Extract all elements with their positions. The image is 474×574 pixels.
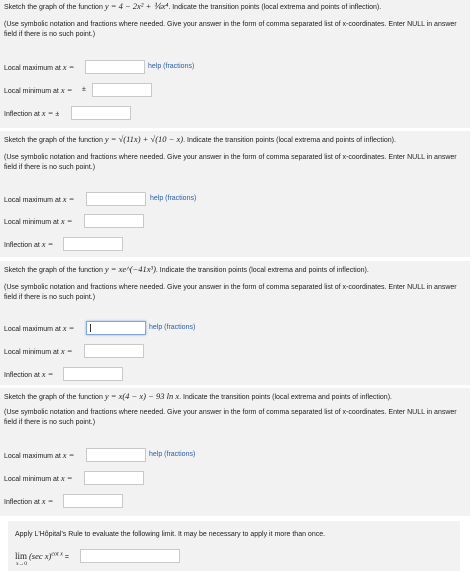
x-eq: x = — [41, 369, 54, 379]
problem-4-instructions: (Use symbolic notation and fractions where needed. Give your answer in the form of comma separated list of x-coordinates. Enter NULL in answer field if there is no such point.) — [4, 409, 457, 426]
problem-1-inflection-input[interactable] — [71, 106, 131, 120]
lim-operator: lim — [15, 551, 28, 561]
x-eq: x = — [62, 323, 75, 333]
x-eq: x = — [62, 450, 75, 460]
text-caret — [90, 324, 91, 332]
problem-4-help-link[interactable]: help (fractions) — [149, 451, 196, 458]
x-eq: x = — [41, 108, 54, 118]
x-eq: x = — [62, 194, 75, 204]
x-eq: x = — [60, 346, 73, 356]
problem-3 — [0, 261, 470, 385]
x-eq: x = — [41, 496, 54, 506]
problem-4-prompt — [4, 391, 462, 403]
limit-base: (sec x) — [28, 551, 52, 561]
problem-1-local-min-label — [4, 84, 72, 98]
lim-subscript: x→0 — [16, 561, 27, 567]
x-eq: x = — [60, 85, 73, 95]
prompt-suffix: . Indicate the transition points (local extrema and points of inflection). — [168, 4, 382, 11]
limit-answer-input[interactable] — [80, 549, 180, 563]
problem-1-instructions: (Use symbolic notation and fractions where needed. Give your answer in the form of comma separated list of x-coordinates. Enter NULL in answer field if there is no such point.) — [4, 21, 457, 38]
problem-4-inflection-label — [4, 495, 53, 509]
problem-4-local-min-label — [4, 472, 72, 486]
x-eq: x = — [60, 473, 73, 483]
problem-4-local-min-input[interactable] — [84, 471, 144, 485]
label-text: Local minimum at — [4, 88, 59, 95]
problem-2-help-link[interactable]: help (fractions) — [150, 195, 197, 202]
problem-2-local-max-label — [4, 193, 74, 207]
label-text: Local maximum at — [4, 65, 61, 72]
problem-2-inflection-input[interactable] — [63, 237, 123, 251]
problem-2-prompt — [4, 134, 462, 146]
label-text: Inflection at — [4, 372, 40, 379]
label-text: Inflection at — [4, 242, 40, 249]
problem-3-local-max-input[interactable] — [86, 321, 146, 335]
limit-prompt: Apply L'Hôpital's Rule to evaluate the following limit. It may be necessary to apply it more than once. — [15, 531, 326, 538]
problem-2-local-min-label — [4, 215, 72, 229]
x-eq: x = — [62, 62, 75, 72]
label-text: Local minimum at — [4, 349, 59, 356]
label-text: Inflection at — [4, 111, 40, 118]
label-text: Local maximum at — [4, 326, 61, 333]
problem-2-local-min-input[interactable] — [84, 214, 144, 228]
prompt-prefix: Sketch the graph of the function — [4, 394, 103, 401]
limit-problem — [8, 521, 460, 571]
problem-4-local-max-label — [4, 449, 74, 463]
problem-3-local-max-label — [4, 322, 74, 336]
problem-1-local-max-input[interactable] — [85, 60, 145, 74]
problem-2-instructions: (Use symbolic notation and fractions where needed. Give your answer in the form of comma separated list of x-coordinates. Enter NULL in answer field if there is no such point.) — [4, 154, 457, 171]
prompt-suffix: . Indicate the transition points (local extrema and points of inflection). — [179, 394, 392, 401]
plus-minus-symbol: ± — [55, 111, 60, 118]
problem-4 — [0, 388, 470, 516]
problem-3-local-min-label — [4, 345, 72, 359]
problem-4-local-max-input[interactable] — [86, 448, 146, 462]
problem-2-function: y = √(11x) + √(10 − x) — [104, 134, 184, 144]
limit-exponent: cot x — [51, 551, 63, 558]
problem-1-function: y = 4 − 2x² + ⅙x⁴ — [104, 1, 169, 11]
label-text: Local minimum at — [4, 219, 59, 226]
problem-3-instructions: (Use symbolic notation and fractions where needed. Give your answer in the form of comma separated list of x-coordinates. Enter NULL in answer field if there is no such point.) — [4, 284, 457, 301]
problem-3-local-min-input[interactable] — [84, 344, 144, 358]
problem-3-help-link[interactable]: help (fractions) — [149, 324, 196, 331]
problem-2-local-max-input[interactable] — [86, 192, 146, 206]
problem-4-function: y = x(4 − x) − 93 ln x — [104, 391, 180, 401]
limit-expression — [15, 551, 69, 567]
x-eq: x = — [60, 216, 73, 226]
label-text: Local maximum at — [4, 453, 61, 460]
problem-3-inflection-input[interactable] — [63, 367, 123, 381]
label-text: Local maximum at — [4, 197, 61, 204]
problem-1-local-min-input[interactable] — [92, 83, 152, 97]
prompt-prefix: Sketch the graph of the function — [4, 137, 103, 144]
label-text: Local minimum at — [4, 476, 59, 483]
x-eq: x = — [41, 239, 54, 249]
problem-1 — [0, 0, 470, 128]
problem-1-inflection-label — [4, 107, 59, 121]
prompt-prefix: Sketch the graph of the function — [4, 267, 103, 274]
problem-1-help-link[interactable]: help (fractions) — [148, 63, 195, 70]
problem-4-inflection-input[interactable] — [63, 494, 123, 508]
prompt-suffix: . Indicate the transition points (local extrema and points of inflection). — [183, 137, 396, 144]
problem-1-local-max-label — [4, 61, 74, 75]
label-text: Inflection at — [4, 499, 40, 506]
problem-3-prompt — [4, 264, 462, 276]
problem-2-inflection-label — [4, 238, 53, 252]
problem-3-function: y = xe^(−41x³) — [104, 264, 156, 274]
problem-1-prompt — [4, 1, 462, 13]
plus-minus-symbol: ± — [82, 86, 86, 93]
problem-3-inflection-label — [4, 368, 53, 382]
limit-equals: = — [64, 554, 69, 561]
prompt-suffix: . Indicate the transition points (local extrema and points of inflection). — [155, 267, 369, 274]
problem-2 — [0, 131, 470, 257]
prompt-prefix: Sketch the graph of the function — [4, 4, 103, 11]
